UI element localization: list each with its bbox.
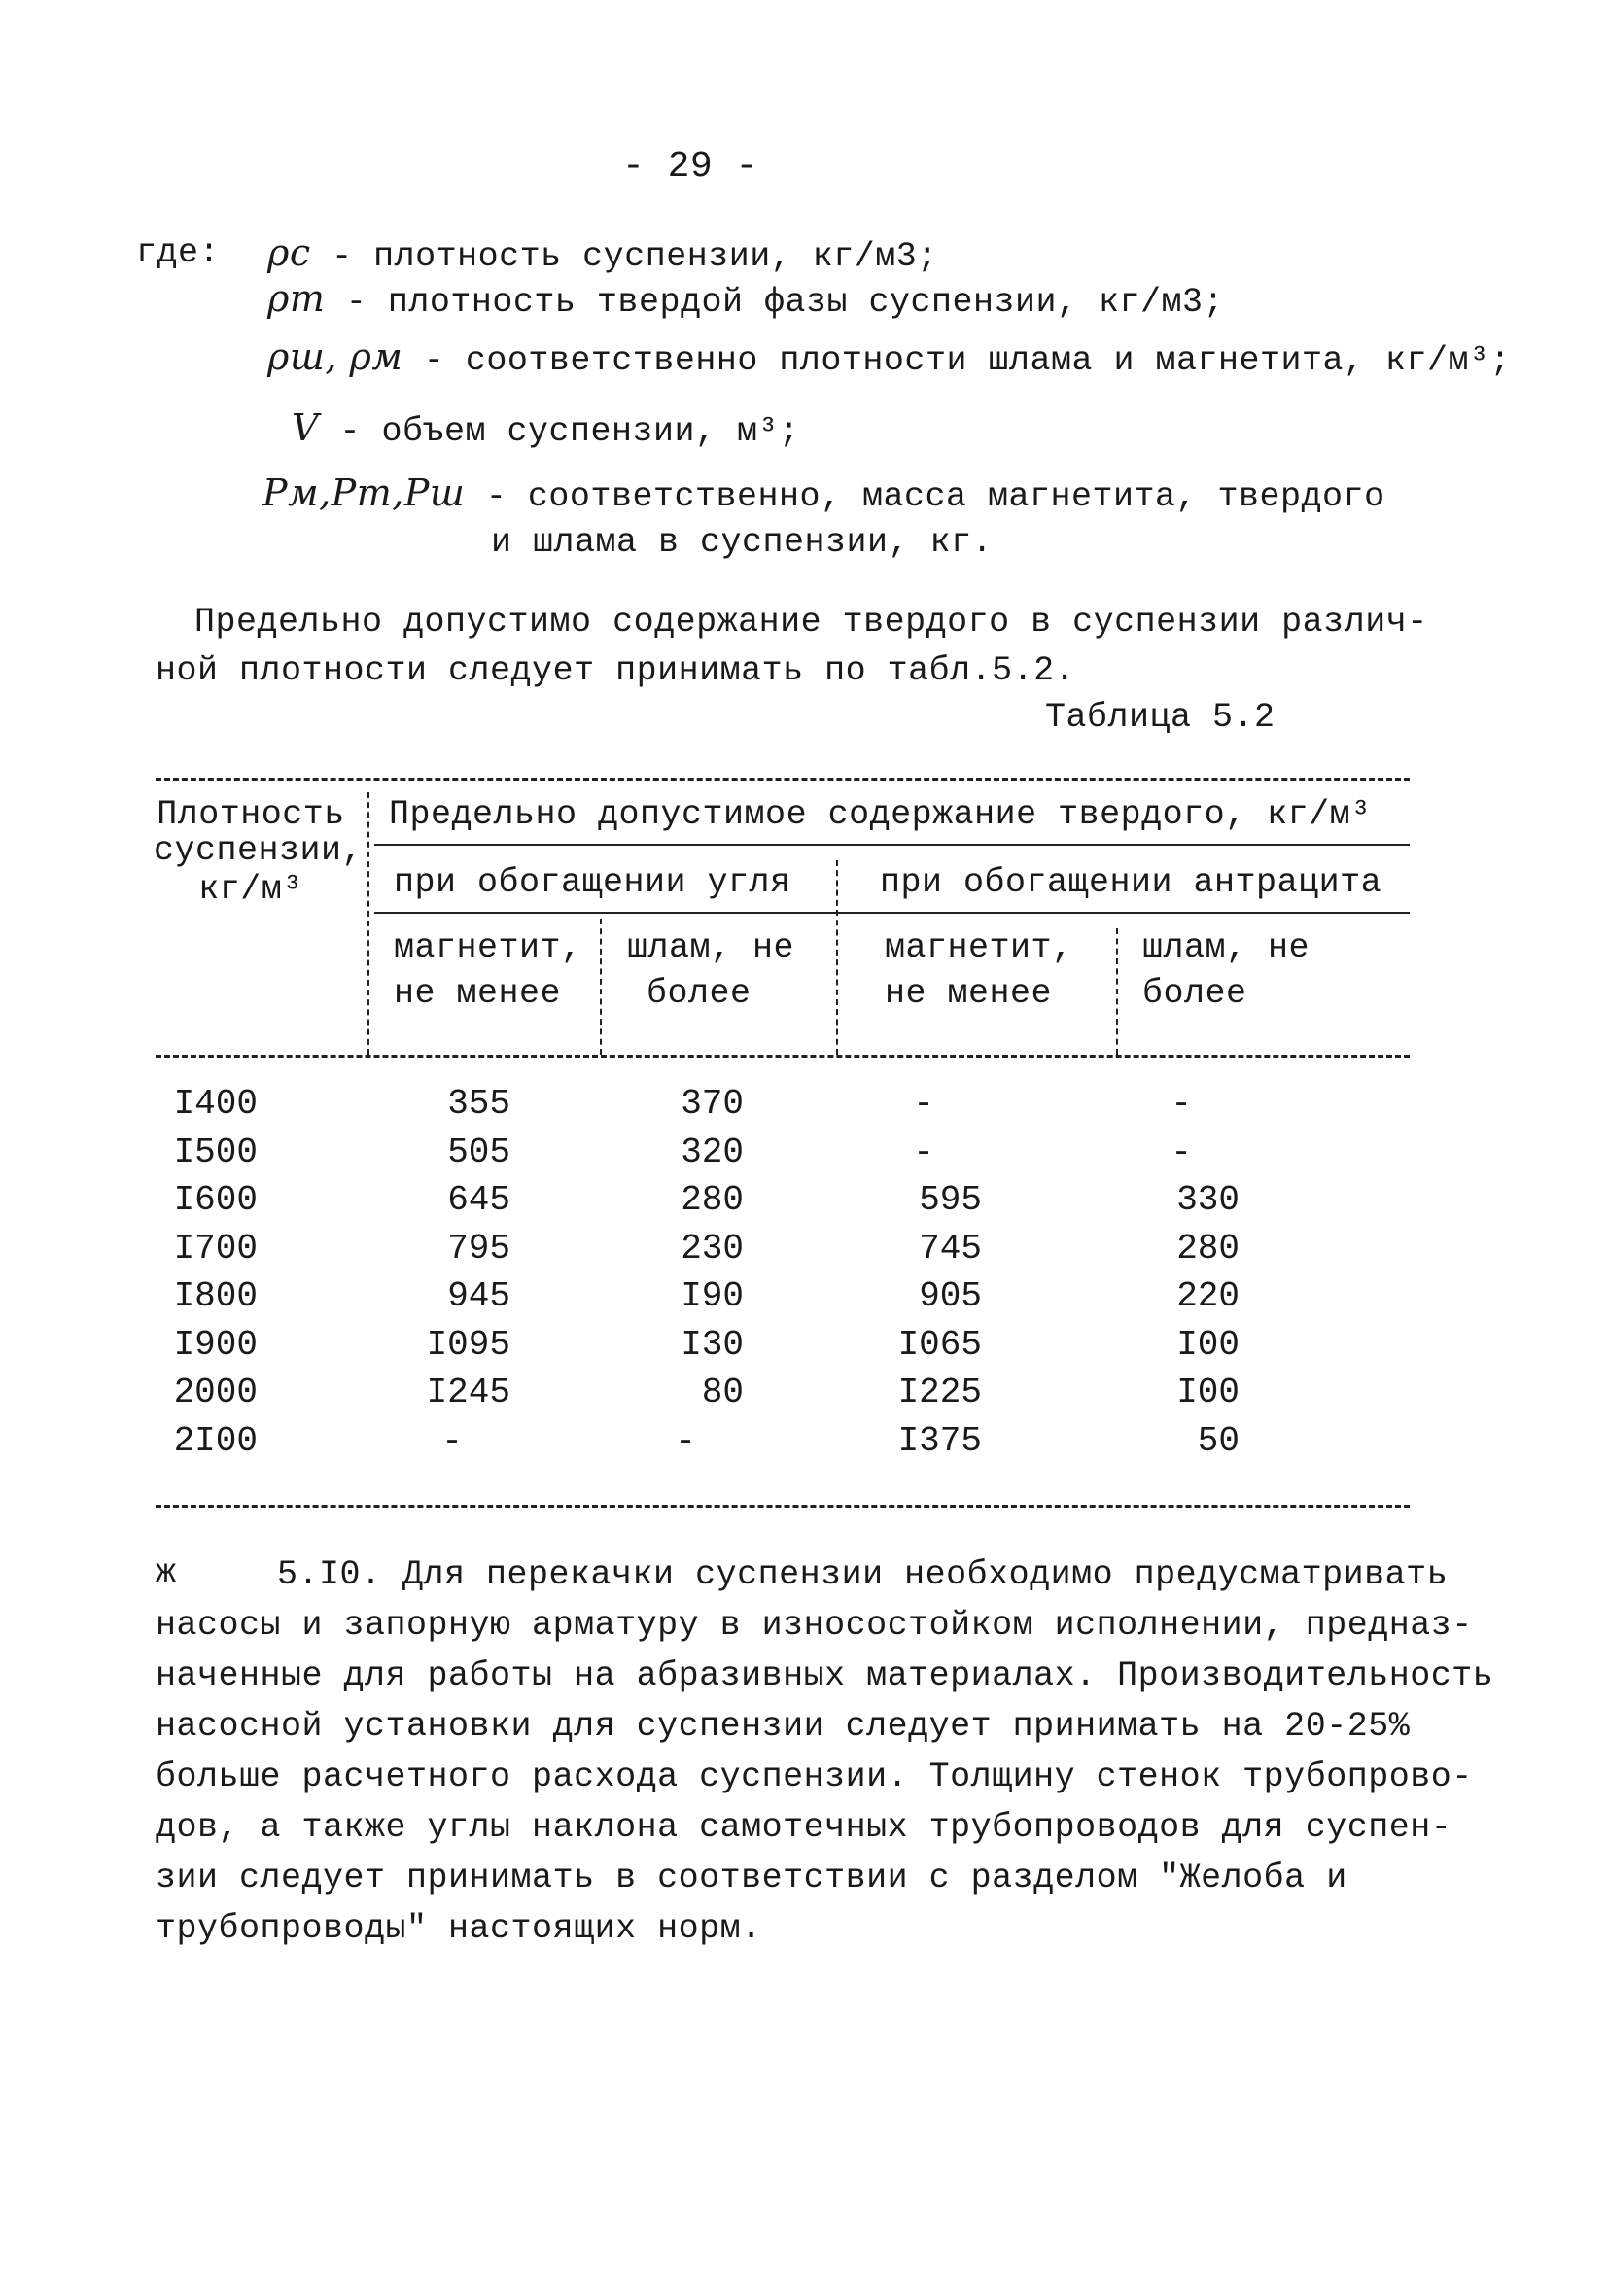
symbol: V — [292, 406, 319, 449]
value-cell: I065 — [897, 1324, 982, 1365]
header-magnetite: магнетит, — [394, 928, 582, 967]
symbol: Pм,Pт,Pш — [262, 471, 466, 514]
value-cell: 505 — [447, 1131, 510, 1172]
density-cell: 2000 — [173, 1373, 258, 1412]
value-cell: 370 — [681, 1084, 744, 1124]
table-bottom-rule — [156, 1505, 1410, 1508]
value-cell: 795 — [447, 1228, 510, 1269]
value-cell: 355 — [447, 1084, 510, 1124]
header-density: суспензии, — [154, 831, 364, 870]
value-cell: I245 — [426, 1373, 510, 1412]
header-group: Предельно допустимое содержание твердого, кг/м³ — [389, 795, 1372, 834]
value-cell: 905 — [919, 1276, 982, 1316]
paragraph-line: Предельно допустимо содержание твердого в суспензии различ- — [194, 603, 1428, 642]
definition-continuation: и шлама в суспензии, кг. — [491, 523, 994, 562]
section-line: насосной установки для суспензии следует принимать на 20-25% — [156, 1707, 1411, 1746]
definition-line — [267, 277, 1224, 322]
table-top-rule — [156, 778, 1410, 781]
value-cell: - — [913, 1131, 934, 1172]
value-cell: 330 — [1176, 1180, 1240, 1220]
value-cell: I30 — [681, 1324, 744, 1365]
table-column-divider — [836, 860, 838, 1055]
header-sludge: шлам, не — [1142, 928, 1311, 967]
definition-line — [267, 231, 938, 276]
value-cell: 320 — [681, 1131, 744, 1172]
value-cell: 645 — [447, 1180, 510, 1220]
section-line: зии следует принимать в соответствии с разделом "Желоба и — [156, 1859, 1347, 1897]
section-line: трубопроводы" настоящих норм. — [156, 1909, 762, 1948]
header-sludge: шлам, не — [627, 928, 795, 967]
section-line: наченные для работы на абразивных материалах. Производительность — [156, 1656, 1494, 1695]
value-cell: 280 — [1176, 1228, 1240, 1269]
page-number: - 29 - — [622, 146, 758, 188]
density-cell: I400 — [173, 1084, 258, 1124]
value-cell: - — [441, 1420, 463, 1461]
table-header-bottom-rule — [156, 1055, 1410, 1058]
definition-text: - плотность твердой фазы суспензии, кг/м3; — [345, 283, 1225, 322]
value-cell: 220 — [1176, 1276, 1240, 1316]
definition-line — [267, 335, 1511, 380]
value-cell: 80 — [701, 1373, 744, 1412]
value-cell: 50 — [1197, 1420, 1240, 1461]
value-cell: I90 — [681, 1276, 744, 1316]
header-magnetite: не менее — [394, 974, 562, 1013]
symbol: ρс — [267, 231, 311, 274]
where-label: где: — [136, 233, 221, 272]
header-sludge: более — [1142, 974, 1247, 1013]
value-cell: - — [675, 1420, 696, 1461]
definition-text: - плотность суспензии, кг/м3; — [332, 237, 938, 276]
value-cell: I095 — [426, 1324, 510, 1365]
density-cell: I500 — [173, 1131, 258, 1172]
density-cell: I600 — [173, 1180, 258, 1220]
value-cell: 595 — [919, 1180, 982, 1220]
value-cell: 280 — [681, 1180, 744, 1220]
definition-text: - объем суспензии, м³; — [339, 412, 800, 451]
symbol: ρт — [267, 277, 326, 320]
header-sludge: более — [647, 974, 752, 1013]
value-cell: - — [913, 1084, 934, 1124]
table-caption: Таблица 5.2 — [1045, 698, 1276, 737]
definition-line — [292, 406, 800, 451]
value-cell: I375 — [897, 1420, 982, 1461]
symbol: ρш, ρм — [267, 335, 403, 378]
value-cell: I00 — [1176, 1373, 1240, 1412]
section-line: насосы и запорную арматуру в износостойком исполнении, предназ- — [156, 1606, 1473, 1645]
density-cell: I900 — [173, 1324, 258, 1365]
paragraph-line: ной плотности следует принимать по табл.5.2. — [156, 651, 1076, 690]
value-cell: 945 — [447, 1276, 510, 1316]
section-line: 5.I0. Для перекачки суспензии необходимо предусматривать — [277, 1555, 1449, 1594]
definition-line — [262, 471, 1385, 516]
table-rule — [374, 844, 1410, 846]
value-cell: 230 — [681, 1228, 744, 1269]
header-coal: при обогащении угля — [394, 863, 791, 902]
table-column-divider — [367, 792, 369, 1055]
value-cell: I225 — [897, 1373, 982, 1412]
value-cell: 745 — [919, 1228, 982, 1269]
density-cell: 2I00 — [173, 1420, 258, 1461]
table-rule — [374, 912, 1410, 914]
section-line: больше расчетного расхода суспензии. Толщину стенок трубопрово- — [156, 1757, 1473, 1796]
header-density: Плотность — [157, 795, 345, 834]
section-line: дов, а также углы наклона самотечных трубопроводов для суспен- — [156, 1808, 1452, 1847]
table-column-divider — [1116, 928, 1118, 1055]
value-cell: I00 — [1176, 1324, 1240, 1365]
header-density-unit: кг/м³ — [198, 870, 303, 909]
value-cell: - — [1171, 1131, 1192, 1172]
header-anthracite: при обогащении антрацита — [880, 863, 1382, 902]
value-cell: - — [1171, 1084, 1192, 1124]
definition-text: - соответственно, масса магнетита, твердого — [485, 477, 1385, 516]
table-column-divider — [600, 919, 602, 1055]
section-mark: ж — [156, 1553, 177, 1592]
header-magnetite: магнетит, — [885, 928, 1073, 967]
density-cell: I800 — [173, 1276, 258, 1316]
density-cell: I700 — [173, 1228, 258, 1269]
header-magnetite: не менее — [885, 974, 1053, 1013]
definition-text: - соответственно плотности шлама и магнетита, кг/м³; — [423, 341, 1512, 380]
